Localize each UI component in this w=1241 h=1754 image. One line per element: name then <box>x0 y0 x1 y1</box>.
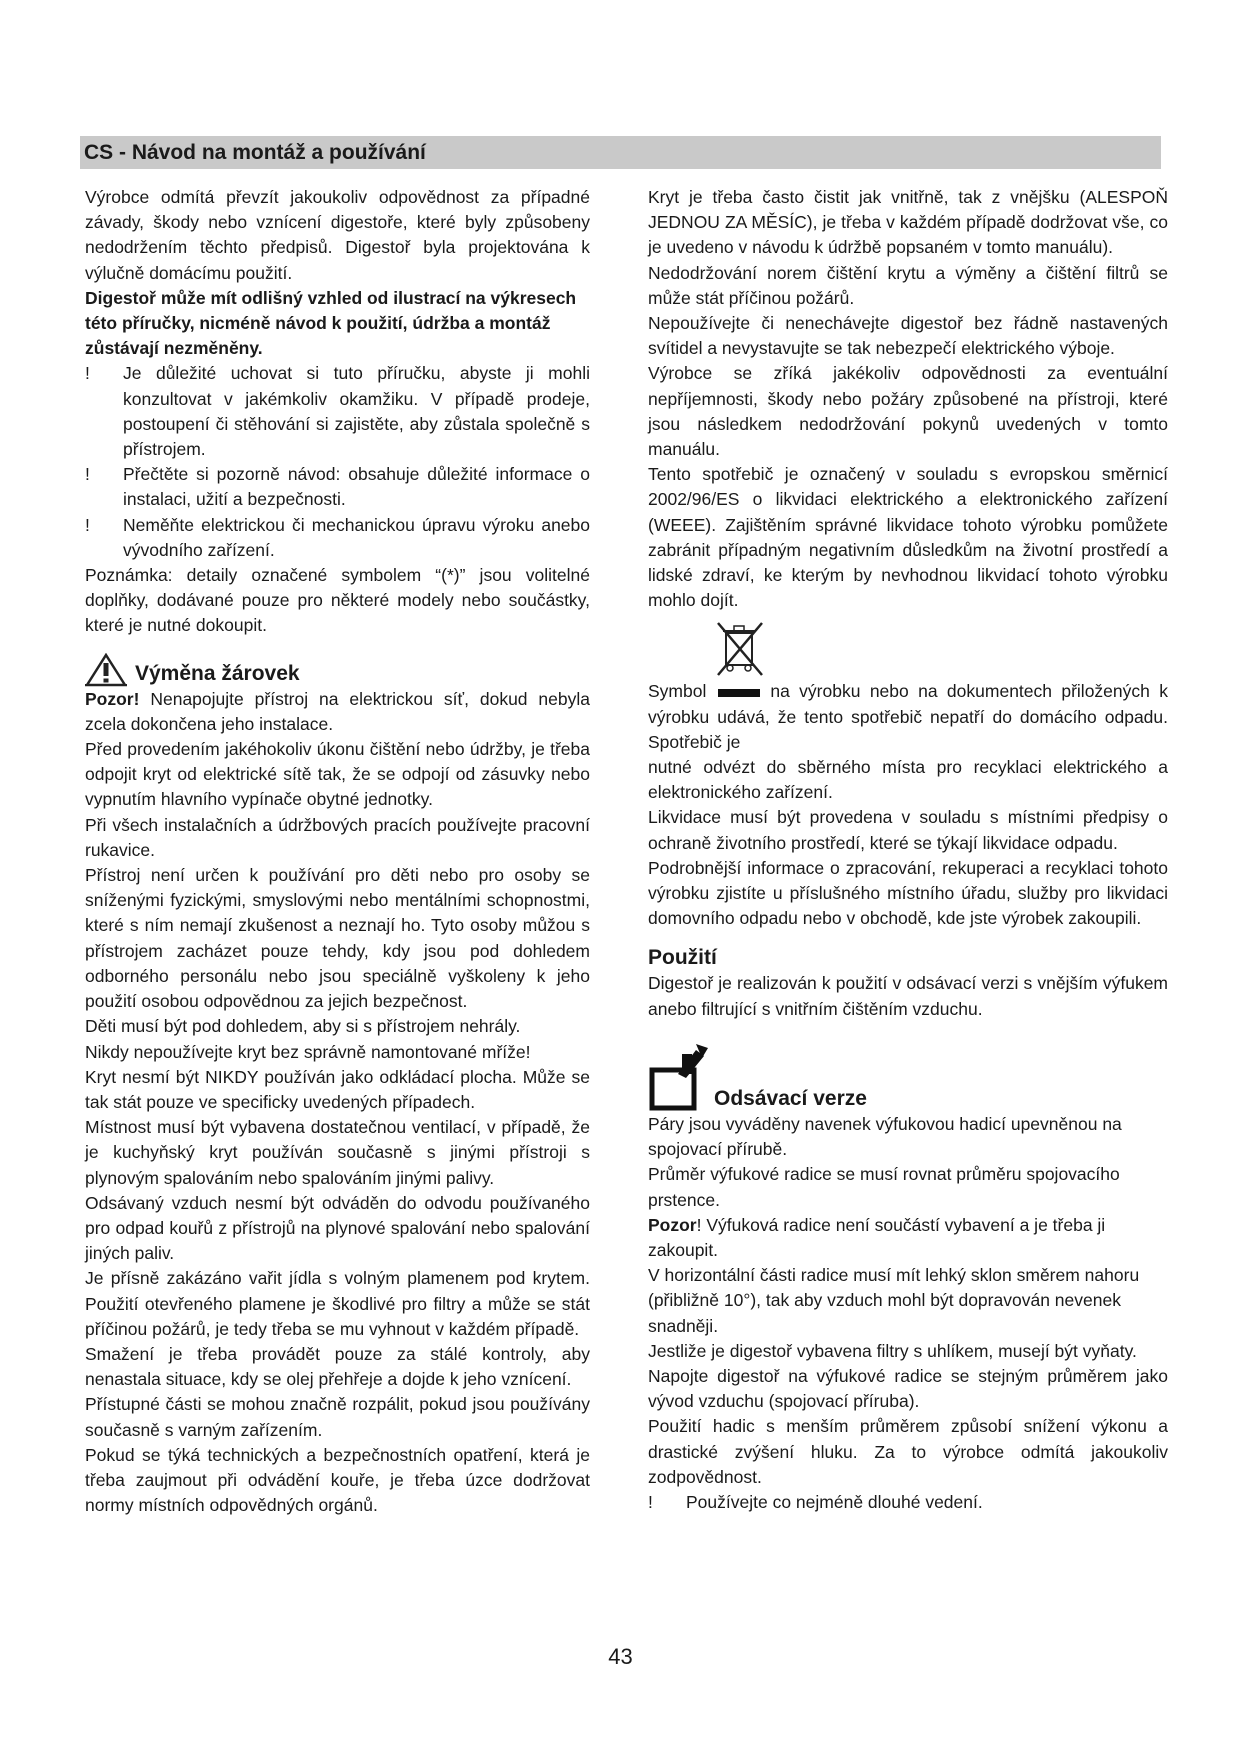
maintenance-paragraph: Kryt je třeba často čistit jak vnitřně, tak z vnějšku (ALESPOŇ JEDNOU ZA MĚSÍC), je třeba v každém případě dodržovat vše, co je uvedeno v návodu k údržbě popsaném v tomto manuálu). <box>648 187 1168 258</box>
pozor-text: ! Výfuková radice není součástí vybavení a je třeba ji zakoupit. <box>648 1214 1106 1260</box>
safety-paragraph: Odsávaný vzduch nesmí být odváděn do odvodu používaného pro odpad kouřů z přístrojů na plynové spalování nebo spalování jiných paliv. <box>85 1192 590 1264</box>
disposal-paragraph: Podrobnější informace o zpracování, rekuperaci a recyklaci tohoto výrobku zjistíte u příslušného místního úřadu, služby pro likvidaci domovního odpadu nebo v obchodě, kde jste výrobek zakoupili. <box>648 857 1168 929</box>
bullet-text: Používejte co nejméně dlouhé vedení. <box>686 1491 983 1512</box>
note-paragraph: Poznámka: detaily označené symbolem “(*)” jsou volitelné doplňky, dodávané pouze pro některé modely nebo součástky, které je nutné dokoupit. <box>85 565 590 636</box>
spacer <box>648 931 1168 945</box>
lamp-section-title: Výměna žárovek <box>135 661 300 685</box>
extraction-paragraph: V horizontální části radice musí mít lehký sklon směrem nahoru (přibližně 10°), tak aby vzduch mohl být dopravován nevenek snadněji. <box>648 1265 1140 1336</box>
intro-bold-paragraph: Digestoř může mít odlišný vzhled od ilustrací na výkresech této příručky, nicméně návod k použití, údržba a montáž zůstávají nezměněny. <box>85 287 577 359</box>
extraction-section-title: Odsávací verze <box>714 1086 867 1110</box>
bullet-item <box>85 462 590 512</box>
safety-paragraph: Při všech instalačních a údržbových pracích používejte pracovní rukavice. <box>85 814 590 860</box>
pozor-label: Pozor! <box>85 688 140 709</box>
bullet-mark: ! <box>648 1491 653 1512</box>
intro-paragraph: Výrobce odmítá převzít jakoukoliv odpovědnost za případné závady, škody nebo vznícení digestoře, které byly způsobeny nedodržením těchto předpisů. Digestoř byla projektována k výlučně domácímu použití. <box>85 187 590 283</box>
bullet-item <box>85 513 590 563</box>
safety-paragraph: Je přísně zakázáno vařit jídla s volným plamenem pod krytem. Použití otevřeného plamene je škodlivé pro filtry a může se stát příčinou požárů, je tedy třeba se mu vyhnout v každém případě. <box>85 1268 590 1339</box>
crossed-bin-icon <box>712 617 768 677</box>
disposal-paragraph: Likvidace musí být provedena v souladu s místními předpisy o ochraně životního prostředí, které se týkají likvidace odpadu. <box>648 807 1168 853</box>
maintenance-paragraph: Nedodržování norem čištění krytu a výměny a čištění filtrů se může stát příčinou požárů. <box>648 262 1168 308</box>
section-header-bar <box>80 136 1161 169</box>
safety-paragraph: Místnost musí být vybavena dostatečnou ventilací, v případě, že je kuchyňský kryt používán současně s jinými přístroji s plynovým spalováním nebo spalováním jinými palivy. <box>85 1117 590 1188</box>
extraction-paragraph: Jestliže je digestoř vybavena filtry s uhlíkem, musejí být vyňaty. <box>648 1340 1137 1361</box>
bullet-mark: ! <box>85 464 90 485</box>
pozor-text: Nenapojujte přístroj na elektrickou síť, dokud nebyla zcela dokončena jeho instalace. <box>85 688 590 734</box>
maintenance-paragraph: Nepoužívejte či nenechávejte digestoř bez řádně nastavených svítidel a nevystavujte se tak nebezpečí elektrického výboje. <box>648 313 1168 359</box>
pozor-paragraph <box>85 687 590 737</box>
black-bar-icon <box>718 689 760 697</box>
safety-paragraph: Přístupné části se mohou značně rozpálit, pokud jsou používány současně s varným zařízením. <box>85 1394 590 1440</box>
safety-paragraph: Nikdy nepoužívejte kryt bez správně namontované mříže! <box>85 1041 531 1062</box>
extraction-paragraph: Páry jsou vyváděny navenek výfukovou hadicí upevněnou na spojovací přírubě. <box>648 1113 1122 1160</box>
right-column <box>648 185 1168 1515</box>
disposal-paragraph: nutné odvézt do sběrného místa pro recyklaci elektrického a elektronického zařízení. <box>648 757 1168 803</box>
lamp-section-heading <box>85 653 590 687</box>
bullet-mark: ! <box>85 363 90 384</box>
symbol-paragraph <box>648 679 1168 755</box>
pozor-label: Pozor <box>648 1214 697 1235</box>
safety-paragraph: Pokud se týká technických a bezpečnostních opatření, která je třeba zaujmout při odvádění kouře, je třeba úzce dodržovat normy místních odpovědných orgánů. <box>85 1444 590 1516</box>
left-column <box>85 185 590 1518</box>
page-title: CS - Návod na montáž a používání <box>84 141 426 164</box>
warning-triangle-icon <box>85 653 127 687</box>
bullet-item <box>648 1490 1168 1515</box>
extraction-paragraph: Použití hadic s menším průměrem způsobí snížení výkonu a drastické zvýšení hluku. Za to výrobce odmítá jakoukoliv zodpovědnost. <box>648 1416 1168 1487</box>
safety-paragraph: Smažení je třeba provádět pouze za stálé kontroly, aby nenastala situace, kdy se olej přehřeje a dojde k jeho vznícení. <box>85 1343 590 1390</box>
extraction-paragraph: Průměr výfukové radice se musí rovnat průměru spojovacího prstence. <box>648 1164 1120 1210</box>
safety-paragraph: Přístroj není určen k používání pro děti nebo pro osoby se sníženými fyzickými, smyslovými nebo mentálními schopnostmi, které s ním nemají zkušenost a neznají ho. Tyto osoby můžou s přístrojem zacházet pouze tehdy, kdy jsou pod dohledem odborného personálu nebo jsou speciálně vyškoleny k jeho použití osobou odpovědnou za jejich bezpečnost. <box>85 865 590 1012</box>
safety-paragraph: Děti musí být pod dohledem, aby si s přístrojem nehrály. <box>85 1016 521 1037</box>
weee-paragraph: Tento spotřebič je označený v souladu s evropskou směrnicí 2002/96/ES o likvidaci elektrického a elektronického zařízení (WEEE). Zajištěním správné likvidace tohoto výrobku pomůžete zabránit případným negativním důsledkům na životní prostředí a lidské zdraví, ke kterým by nevhodnou likvidací tohoto výrobku mohlo dojít. <box>648 464 1168 611</box>
usage-section-title: Použití <box>648 946 717 970</box>
bullet-mark: ! <box>85 514 90 535</box>
page-number: 43 <box>608 1644 633 1669</box>
safety-paragraph: Kryt nesmí být NIKDY používán jako odkládací plocha. Může se tak stát pouze ve specificky uvedených případech. <box>85 1066 590 1112</box>
extraction-section-heading <box>648 1044 1168 1112</box>
bullet-text: Neměňte elektrickou či mechanickou úpravu výroku anebo vývodního zařízení. <box>123 514 590 560</box>
maintenance-paragraph: Výrobce se zříká jakékoliv odpovědnosti za eventuální nepříjemnosti, škody nebo požáry způsobené na přístroji, které jsou následkem nedodržování pokynů uvedených v tomto manuálu. <box>648 363 1168 460</box>
usage-paragraph: Digestoř je realizován k použití v odsávací verzi s vnějším výfukem anebo filtrující s vnitřním čištěním vzduchu. <box>648 973 1168 1019</box>
safety-paragraph: Před provedením jakéhokoliv úkonu čištění nebo údržby, je třeba odpojit kryt od elektrické sítě tak, že se odpojí od zásuvky nebo vypnutím hlavního vypínače obytné jednotky. <box>85 739 590 810</box>
symbol-text: na výrobku nebo na dokumentech přiložených k výrobku udává, že tento spotřebič nepatří do domácího odpadu. Spotřebič je <box>648 681 1168 752</box>
extraction-paragraph: Napojte digestoř na výfukové radice se stejným průměrem jako vývod vzduchu (spojovací příruba). <box>648 1365 1168 1412</box>
bullet-item <box>85 361 590 462</box>
pozor-paragraph <box>648 1213 1168 1263</box>
range-hood-icon <box>648 1044 710 1112</box>
weee-symbol-row <box>648 613 1168 679</box>
bullet-text: Přečtěte si pozorně návod: obsahuje důležité informace o instalaci, užití a bezpečnosti. <box>123 464 590 510</box>
symbol-label: Symbol <box>648 681 707 702</box>
bullet-text: Je důležité uchovat si tuto příručku, abyste ji mohli konzultovat v jakémkoliv okamžiku. V případě prodeje, postoupení či stěhování si zajistěte, aby zůstala společně s přístrojem. <box>123 363 590 460</box>
